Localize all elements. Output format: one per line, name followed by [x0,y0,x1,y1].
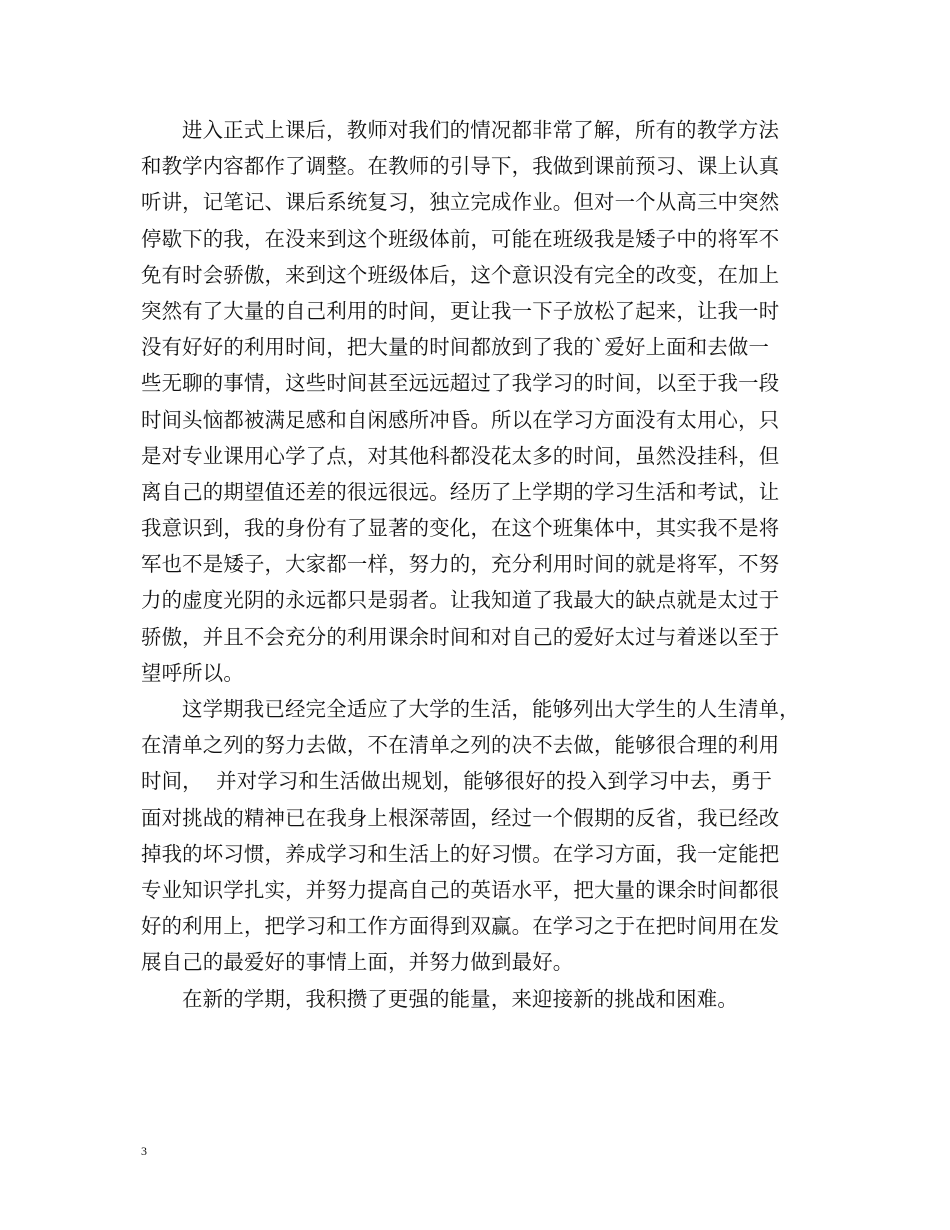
paragraph-2-line-3: 时间， 并对学习和生活做出规划，能够很好的投入到学习中去，勇于 [141,769,773,794]
paragraph-2-line-6: 专业知识学扎实，并努力提高自己的英语水平，把大量的课余时间都很 [141,877,780,902]
paragraph-2-line-8: 展自己的最爱好的事情上面，并努力做到最好。 [141,950,574,975]
paragraph-1-line-5: 免有时会骄傲，来到这个班级体后，这个意识没有完全的改变，在加上 [141,262,780,287]
paragraph-1-line-4: 停歇下的我，在没来到这个班级体前，可能在班级我是矮子中的将军不 [141,226,780,251]
paragraph-1-line-12: 我意识到，我的身份有了显著的变化，在这个班集体中，其实我不是将 [141,516,780,541]
paragraph-1-line-6: 突然有了大量的自己利用的时间，更让我一下子放松了起来，让我一时 [141,298,780,323]
paragraph-1-line-16: 望呼所以。 [141,660,244,685]
paragraph-2-line-5: 掉我的坏习惯，养成学习和生活上的好习惯。在学习方面，我一定能把 [141,841,780,866]
paragraph-1-line-13: 军也不是矮子，大家都一样，努力的，充分利用时间的就是将军，不努 [141,552,780,577]
paragraph-1-line-3: 听讲，记笔记、课后系统复习，独立完成作业。但对一个从高三中突然 [141,190,780,215]
paragraph-1-line-15: 骄傲，并且不会充分的利用课余时间和对自己的爱好太过与着迷以至于 [141,624,780,649]
paragraph-1-line-11: 离自己的期望值还差的很远很远。经历了上学期的学习生活和考试，让 [141,479,780,504]
paragraph-3-line-1: 在新的学期，我积攒了更强的能量，来迎接新的挑战和困难。 [182,986,738,1011]
paragraph-1-line-1: 进入正式上课后，教师对我们的情况都非常了解，所有的教学方法 [182,118,780,142]
paragraph-1-line-10: 是对专业课用心学了点，对其他科都没花太多的时间，虽然没挂科，但 [141,443,780,468]
paragraph-2-line-1: 这学期我已经完全适应了大学的生活，能够列出大学生的人生清单， [182,697,800,721]
body-text [141,112,813,1017]
paragraph-1-line-14: 力的虚度光阴的永远都只是弱者。让我知道了我最大的缺点就是太过于 [141,588,780,613]
paragraph-1-line-8: 些无聊的事情，这些时间甚至远远超过了我学习的时间，以至于我一段 [141,371,780,396]
paragraph-2-line-4: 面对挑战的精神已在我身上根深蒂固，经过一个假期的反省，我已经改 [141,805,780,830]
paragraph-1-line-2: 和教学内容都作了调整。在教师的引导下，我做到课前预习、课上认真 [141,154,780,179]
paragraph-1-line-9: 时间头恼都被满足感和自闲感所冲昏。所以在学习方面没有太用心，只 [141,407,780,432]
paragraph-2-line-2: 在清单之列的努力去做，不在清单之列的决不去做，能够很合理的利用 [141,733,780,758]
paragraph-1-line-7: 没有好好的利用时间，把大量的时间都放到了我的`爱好上面和去做一 [141,335,770,360]
page-number: 3 [141,1144,147,1158]
paragraph-2-line-7: 好的利用上，把学习和工作方面得到双赢。在学习之于在把时间用在发 [141,914,780,939]
